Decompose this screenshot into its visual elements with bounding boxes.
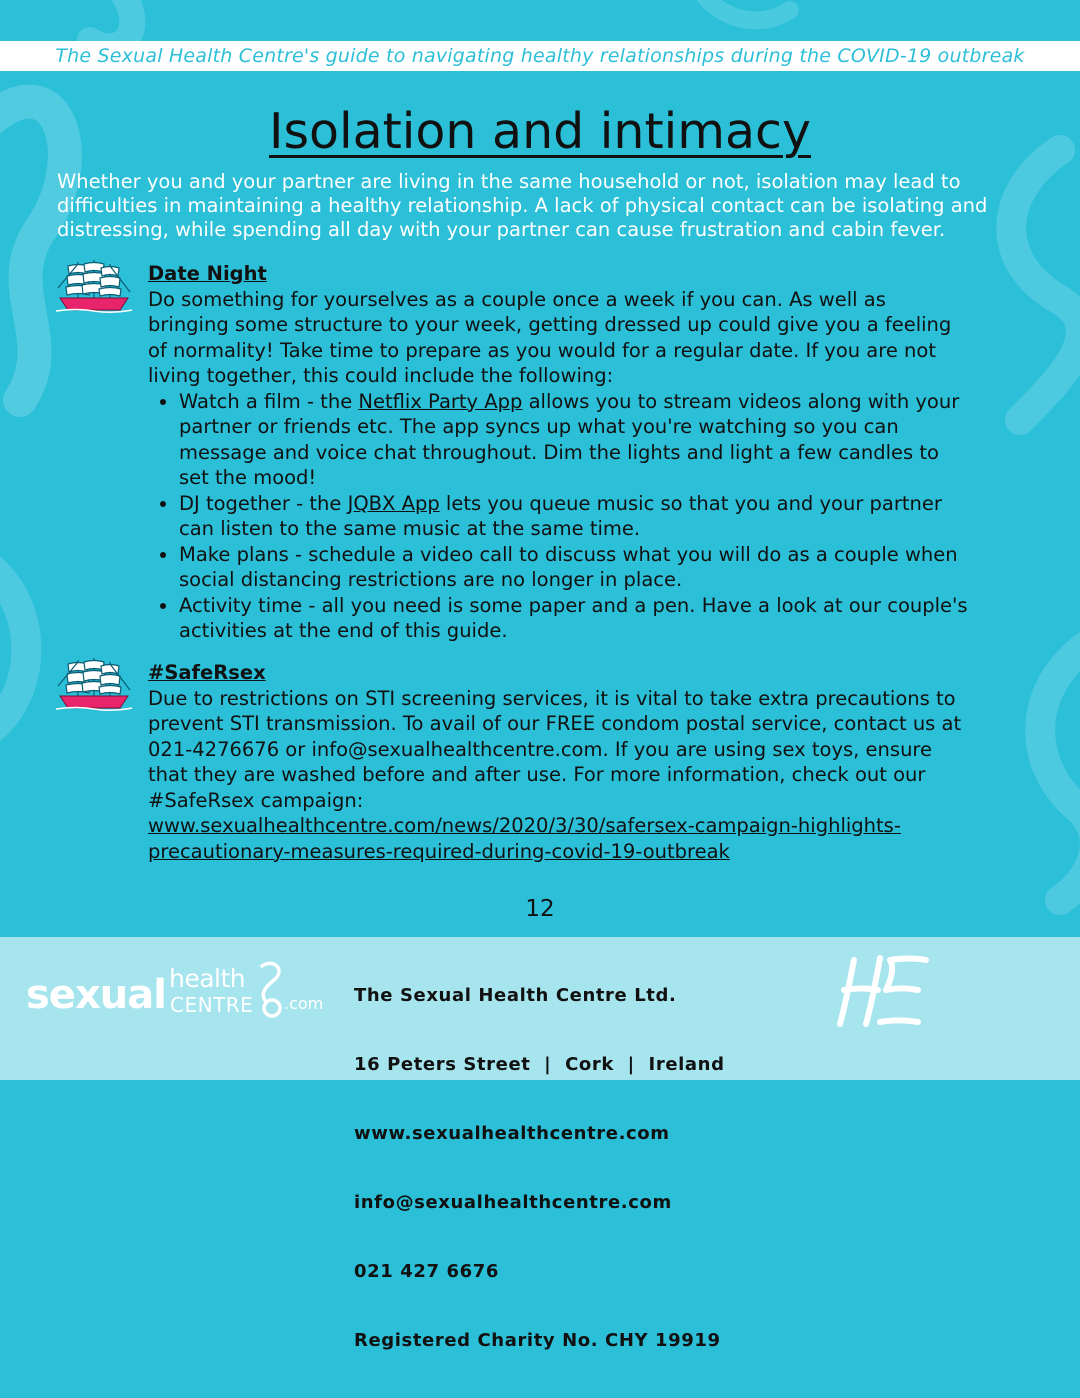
sexual-health-centre-logo bbox=[26, 958, 326, 1038]
page-number: 12 bbox=[525, 896, 555, 922]
logo-health-text: health bbox=[169, 964, 246, 993]
jqbx-app-link[interactable]: JQBX App bbox=[347, 491, 440, 515]
date-night-section bbox=[148, 261, 968, 644]
address-line: Registered Charity No. CHY 19919 bbox=[354, 1330, 721, 1351]
footer-address bbox=[354, 938, 774, 1398]
safersex-heading: #SafeRsex bbox=[148, 661, 266, 684]
logo-sexual-text: sexual bbox=[26, 972, 166, 1018]
netflix-party-link[interactable]: Netflix Party App bbox=[358, 389, 523, 413]
list-item bbox=[179, 491, 968, 542]
list-item-text: allows you to stream videos along with your partner or friends etc. The app syncs up what you're watching so you can message and voice chat throughout. Dim the lights and light a few candles to set the mood! bbox=[179, 389, 960, 489]
banner-text: The Sexual Health Centre's guide to navigating healthy relationships during the COVID-19 outbreak bbox=[55, 45, 1025, 67]
safersex-campaign-link[interactable]: www.sexualhealthcentre.com/news/2020/3/30/safersex-campaign-highlights-precautionary-measures-required-during-covid-19-outbreak bbox=[148, 814, 901, 863]
address-line: The Sexual Health Centre Ltd. bbox=[354, 985, 677, 1006]
list-item: • Activity time - all you need is some paper and a pen. Have a look at our couple's activities at the end of this guide. bbox=[179, 593, 968, 644]
address-line[interactable]: info@sexualhealthcentre.com bbox=[354, 1192, 672, 1213]
safersex-body: Due to restrictions on STI screening services, it is vital to take extra precautions to prevent STI transmission. To avail of our FREE condom postal service, contact us at 021-4276676 or info@sexualhealthcentre.com. If you are using sex toys, ensure that they are washed before and after use. For more information, check out our #SafeRsex campaign: bbox=[148, 686, 962, 812]
page-title: Isolation and intimacy bbox=[269, 103, 811, 160]
date-night-list bbox=[148, 389, 968, 644]
date-night-body: Do something for yourselves as a couple once a week if you can. As well as bringing some structure to your week, getting dressed up could give you a feeling of normality! Take time to prepare as you would for a regular date. If you are not living together, this could include the following: bbox=[148, 287, 952, 387]
address-line: 16 Peters Street | Cork | Ireland bbox=[354, 1054, 725, 1075]
hse-logo-icon bbox=[832, 952, 932, 1028]
list-item-text: lets you queue music so that you and your partner can listen to the same music at the same time. bbox=[179, 491, 942, 540]
date-night-heading: Date Night bbox=[148, 262, 267, 285]
logo-swirl-icon bbox=[252, 960, 288, 1020]
logo-centre-text: CENTRE bbox=[170, 993, 254, 1017]
list-item-text: Watch a film - the bbox=[179, 389, 359, 413]
list-item: • Make plans - schedule a video call to discuss what you will do as a couple when social distancing restrictions are no longer in place. bbox=[179, 542, 968, 593]
sailing-ship-icon bbox=[56, 656, 132, 712]
address-line: 021 427 6676 bbox=[354, 1261, 499, 1282]
header-banner bbox=[0, 41, 1080, 71]
sailing-ship-icon bbox=[56, 258, 132, 314]
list-item bbox=[179, 389, 968, 491]
intro-paragraph: Whether you and your partner are living in the same household or not, isolation may lead to difficulties in maintaining a healthy relationship. A lack of physical contact can be isolating and distressing, while spending all day with your partner can cause frustration and cabin fever. bbox=[57, 170, 988, 241]
logo-com-text: .com bbox=[284, 994, 324, 1013]
address-line[interactable]: www.sexualhealthcentre.com bbox=[354, 1123, 670, 1144]
safersex-section bbox=[148, 660, 968, 864]
list-item-text: DJ together - the bbox=[179, 491, 348, 515]
